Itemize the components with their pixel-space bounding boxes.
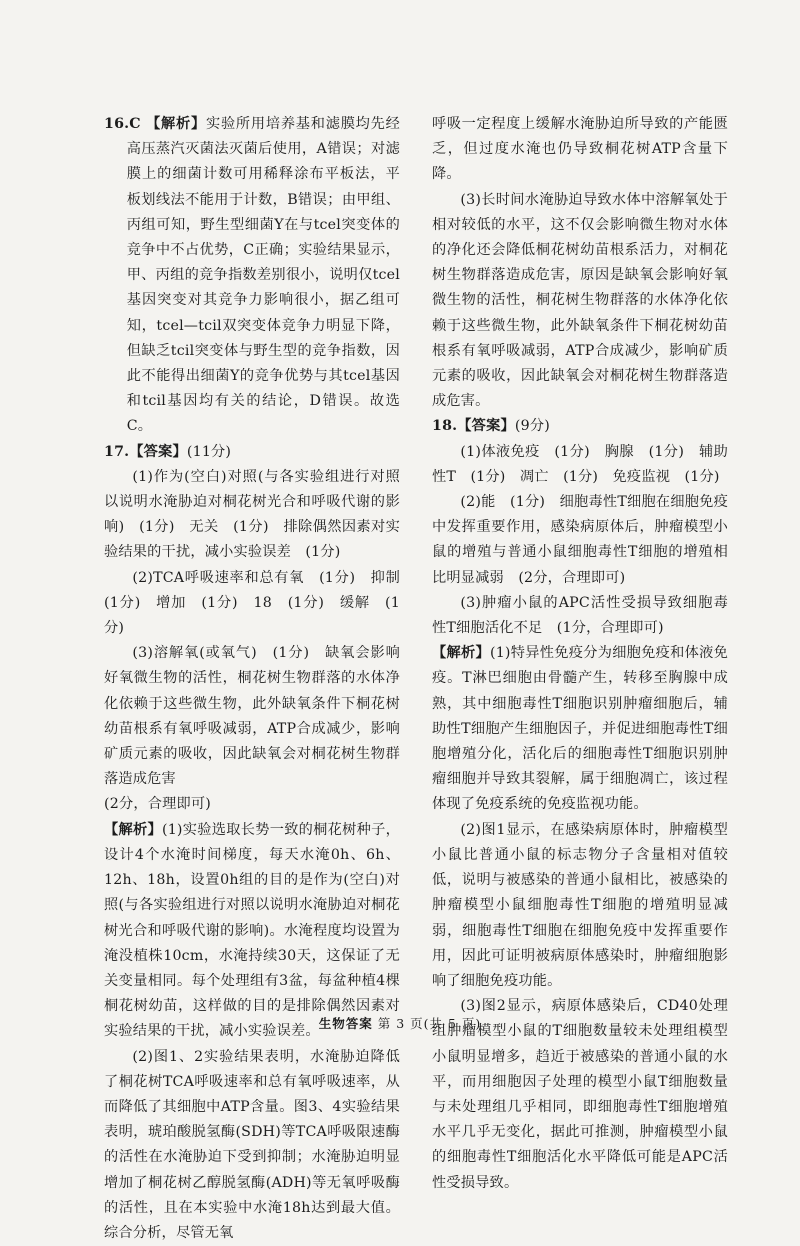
answer-part-3: (3)肿瘤小鼠的APC活性受损导致细胞毒性T细胞活化不足 (1分，合理即可)	[432, 594, 728, 637]
answer-part-3-score: (2分，合理即可)	[104, 796, 212, 813]
analysis-text: (1)特异性免疫分为细胞免疫和体液免疫。T淋巴细胞由骨髓产生，转移至胸腺中成熟，其中细胞毒性T细胞识别肿瘤细胞后，辅助性T细胞产生细胞因子，并促进细胞毒性T细胞增殖分化，活化后的细胞毒性T细胞识别肿瘤细胞并导致其裂解，属于细胞凋亡，该过程体现了免疫系统的免疫监视功能。	[432, 645, 728, 813]
analysis-tag: 【解析】	[432, 645, 490, 662]
answer-part-1: (1)作为(空白)对照(与各实验组进行对照以说明水淹胁迫对桐花树光合和呼吸代谢的影响) (1分) 无关 (1分) 排除偶然因素对实验结果的干扰，减小实验误差 (1分)	[104, 468, 400, 561]
analysis-part-3: (3)长时间水淹胁迫导致水体中溶解氧处于相对较低的水平，这不仅会影响微生物对水体的净化还会降低桐花树幼苗根系活力，对桐花树生物群落造成危害，原因是缺氧会影响好氧微生物的活性，桐花树生物群落的水体净化依赖于这些微生物，此外缺氧条件下桐花树幼苗根系有氧呼吸减弱，ATP合成减少，影响矿质元素的吸收，因此缺氧会对桐花树生物群落造成危害。	[432, 191, 728, 410]
analysis-tag: 【解析】	[104, 821, 162, 838]
question-number: 16.C	[104, 116, 141, 132]
answer-tag: 【答案】	[129, 443, 187, 460]
question-17-answer-header	[104, 440, 400, 465]
analysis-part-2: (2)图1显示，在感染病原体时，肿瘤模型小鼠比普通小鼠的标志物分子含量相对值较低，说明与被感染的普通小鼠相比，被感染的肿瘤模型小鼠细胞毒性T细胞的增殖明显减弱，细胞毒性T细胞在细胞免疫中发挥重要作用，因此可证明被病原体感染时，肿瘤细胞影响了细胞免疫功能。	[432, 821, 728, 989]
analysis-part-3: (3)图2显示，病原体感染后，CD40处理组肿瘤模型小鼠的T细胞数量较未处理组模型小鼠明显增多，趋近于被感染的普通小鼠的水平，而用细胞因子处理的模型小鼠T细胞数量与未处理组几乎相同，即细胞毒性T细胞增殖水平几乎无变化，据此可推测，肿瘤模型小鼠的细胞毒性T细胞活化水平降低可能是APC活性受损导致。	[432, 998, 728, 1191]
analysis-part-1	[432, 641, 728, 817]
subject-label: 生物答案	[318, 1016, 373, 1031]
question-16-analysis	[104, 112, 400, 440]
answer-tag: 【答案】	[457, 418, 515, 435]
analysis-part-2: (2)图1、2实验结果表明，水淹胁迫降低了桐花树TCA呼吸速率和总有氧呼吸速率，从而降低了其细胞中ATP含量。图3、4实验结果表明，琥珀酸脱氢酶(SDH)等TCA呼吸限速酶的活性在水淹胁迫下受到抑制；水淹胁迫明显增加了桐花树乙醇脱氢酶(ADH)等无氧呼吸酶的活性，且在本实验中水淹18h达到最大值。综合分析，尽管无氧	[104, 1048, 400, 1241]
answer-part-2: (2)TCA呼吸速率和总有氧 (1分) 抑制 (1分) 增加 (1分) 18 (1分) 缓解 (1分)	[104, 569, 415, 637]
question-18-answer-header	[432, 414, 728, 439]
answer-part-3: (3)溶解氧(或氧气) (1分) 缺氧会影响好氧微生物的活性，桐花树生物群落的水体净化依赖于这些微生物，此外缺氧条件下桐花树幼苗根系有氧呼吸减弱，ATP合成减少，影响矿质元素的吸收，因此缺氧会对桐花树生物群落造成危害	[104, 645, 400, 788]
right-column	[432, 112, 728, 1196]
analysis-part-1	[104, 818, 400, 1045]
analysis-text: 实验所用培养基和滤膜均先经高压蒸汽灭菌法灭菌后使用，A错误；对滤膜上的细菌计数可用稀释涂布平板法，平板划线法不能用于计数，B错误；由甲组、丙组可知，野生型细菌Y在与tcel突变体的竞争中不占优势，C正确；实验结果显示，甲、丙组的竞争指数差别很小，说明仅tcel基因突变对其竞争力影响很小，据乙组可知，tcel—tcil双突变体竞争力明显下降，但缺乏tcil突变体与野生型的竞争指数，因此不能得出细菌Y的竞争优势与其tcel基因和tcil基因均有关的结论，D错误。故选C。	[126, 116, 400, 435]
question-number: 18.	[432, 418, 458, 435]
score-text: (9分)	[514, 418, 550, 435]
score-text: (11分)	[186, 443, 232, 460]
answer-part-2: (2)能 (1分) 细胞毒性T细胞在细胞免疫中发挥重要作用，感染病原体后，肿瘤模型小鼠的增殖与普通小鼠细胞毒性T细胞的增殖相比明显减弱 (2分，合理即可)	[432, 494, 728, 586]
analysis-text: (1)实验选取长势一致的桐花树种子，设计4个水淹时间梯度，每天水淹0h、6h、12h、18h，设置0h组的目的是作为(空白)对照(与各实验组进行对照以说明水淹胁迫对桐花树光合和呼吸代谢的影响)。水淹程度均设置为淹没植株10cm，水淹持续30天，这保证了无关变量相同。每个处理组有3盆，每盆种植4棵桐花树幼苗，这样做的目的是排除偶然因素对实验结果的干扰，减小实验误差。	[104, 821, 400, 1040]
question-number: 17.	[104, 443, 130, 460]
analysis-tag: 【解析】	[146, 116, 206, 132]
page-number: 第 3 页(共 5 页)	[377, 1016, 482, 1031]
answer-part-1: (1)体液免疫 (1分) 胸腺 (1分) 辅助性T (1分) 凋亡 (1分) 免疫监视 (1分)	[432, 443, 728, 485]
analysis-part-2-continued: 呼吸一定程度上缓解水淹胁迫所导致的产能匮乏，但过度水淹也仍导致桐花树ATP含量下降。	[432, 116, 728, 183]
left-column	[104, 112, 415, 1246]
page-footer	[0, 1014, 800, 1032]
